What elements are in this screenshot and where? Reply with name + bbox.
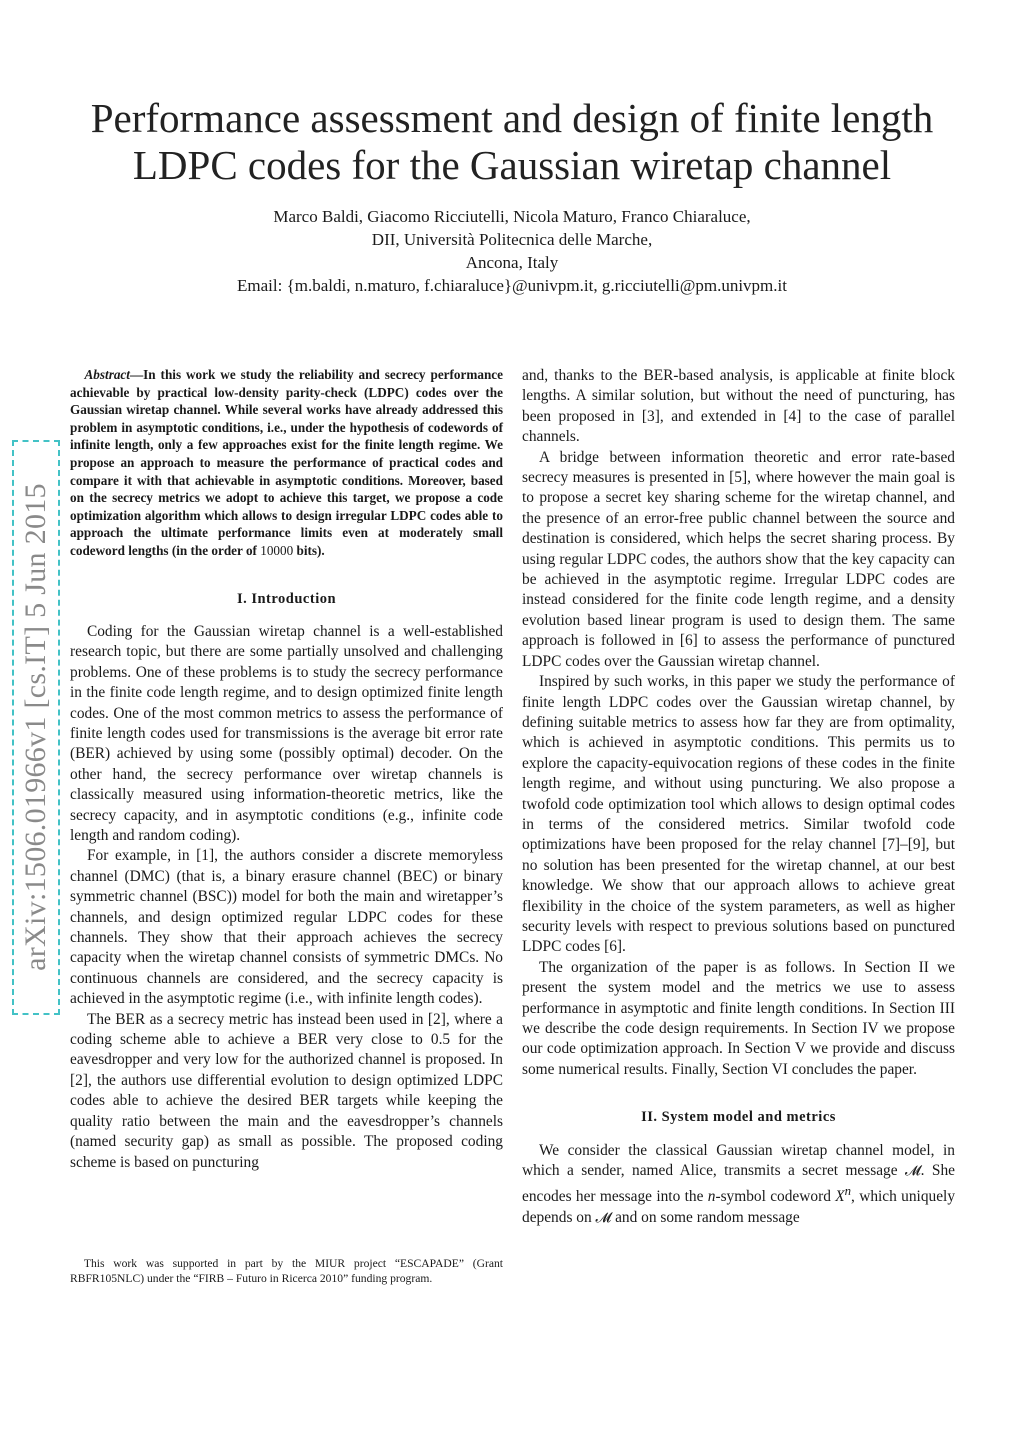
intro-paragraph-6: The organization of the paper is as follows. In Section II we present the system model and the metrics we use to assess performance in asymptotic and finite length conditions. In Section III we describe the code design requirements. In Section IV we propose our code optimization approach. In Section V we provide and discuss some numerical results. Finally, Section VI concludes the paper.: [522, 958, 955, 1078]
author-block: [40, 205, 984, 297]
abstract-dash: —: [129, 367, 144, 382]
section-heading-introduction: [70, 589, 503, 609]
intro-p3-before: The BER as a secrecy metric has instead been used in [2], where a coding scheme able to achieve a BER very close to: [70, 1010, 503, 1049]
left-column: [70, 366, 503, 1173]
symbol-n: n: [707, 1188, 716, 1206]
right-column: [522, 366, 955, 1228]
sm-text-b: . She encodes her message into the: [522, 1162, 955, 1206]
arxiv-stamp: arXiv:1506.01966v1 [cs.IT] 5 Jun 2015: [19, 483, 52, 971]
intro-paragraph-1: Coding for the Gaussian wiretap channel is a well-established research topic, but there are some partially unsolved and challenging problems. One of these problems is to study the secrecy performance in the finite code length regime, and to design optimized finite length codes. One of the most common metrics to assess the performance of finite length codes used for transmissions is the average bit error rate (BER) achieved by using some (possibly optimal) decoder. On the other hand, the secrecy performance over wiretap channels is classically measured using information-theoretic metrics, like the secrecy capacity, and in asymptotic conditions (e.g., infinite code length and random coding).: [70, 622, 503, 844]
author-email: Email: {m.baldi, n.maturo, f.chiaraluce}@univpm.it, g.ricciutelli@pm.univpm.it: [237, 276, 787, 295]
author-affiliation: DII, Università Politecnica delle Marche,: [371, 230, 653, 249]
section-heading-text: I. Introduction: [236, 590, 337, 607]
intro-paragraph-4: A bridge between information theoretic and error rate-based secrecy measures is presented in [5], where however the main goal is to propose a secret key sharing scheme for the wiretap channel, and the presence of an error-free public channel between the source and destination is considered, which helps the secret sharing process. By using regular LDPC codes, the authors show that the key capacity can be achieved in the asymptotic regime. Irregular LDPC codes are instead considered for the finite code length regime, and a density evolution based linear program is used to design them. The same approach is followed in [6] to assess the performance of punctured LDPC codes over the Gaussian wiretap channel.: [522, 448, 955, 670]
symbol-codeword-exponent: n: [844, 1184, 852, 1199]
abstract-text-after: bits).: [293, 542, 325, 558]
abstract: [70, 366, 503, 560]
symbol-message: 𝓜: [595, 1209, 612, 1226]
section-heading-text: II. System model and metrics: [641, 1109, 836, 1126]
sm-text-c: -symbol codeword: [715, 1188, 836, 1206]
paper-title: Performance assessment and design of finite length LDPC codes for the Gaussian wiretap channel: [90, 95, 934, 188]
author-names: Marco Baldi, Giacomo Ricciutelli, Nicola Maturo, Franco Chiaraluce,: [273, 207, 751, 226]
symbol-codeword: X: [835, 1188, 845, 1206]
abstract-label: Abstract: [84, 367, 130, 382]
system-model-paragraph-1: [522, 1141, 955, 1229]
ber-value: 0.5: [430, 1031, 451, 1049]
sm-text-a: We consider the classical Gaussian wiretap channel model, in which a sender, named Alice, transmits a secret message: [522, 1141, 955, 1180]
abstract-text-before: In this work we study the reliability and secrecy performance achievable by practical low-density parity-check (LDPC) codes over the Gaussian wiretap channel. While several works have already addressed this problem in asymptotic conditions, i.e., under the hypothesis of codewords of infinite length, only a few approaches exist for the finite length regime. We propose an approach to measure the performance of practical codes and compare it with that achievable in asymptotic conditions. Moreover, based on the secrecy metrics we adopt to achieve this target, we propose a code optimization algorithm which allows to design irregular LDPC codes able to approach the ultimate performance limits even at moderately small codeword lengths (in the order of: [70, 367, 503, 558]
sm-text-e: and on some random message: [611, 1208, 800, 1226]
sm-text-d: , which uniquely depends on: [522, 1188, 956, 1226]
symbol-message: 𝓜: [904, 1163, 921, 1180]
intro-paragraph-3: [70, 1010, 503, 1173]
author-location: Ancona, Italy: [465, 253, 559, 272]
intro-p3-after: for the eavesdropper and very low for the authorized channel is proposed. In [2], the authors use differential evolution to design optimized LDPC codes able to achieve the desired BER targets while keeping the quality ratio between the main and the eavesdropper’s channels (named security gap) as small as possible. The proposed coding scheme is based on puncturing: [70, 1031, 503, 1171]
abstract-number: 10000: [260, 542, 294, 558]
intro-paragraph-5: Inspired by such works, in this paper we study the performance of finite length LDPC codes over the Gaussian wiretap channel, by defining suitable metrics to assess how far they are from optimality, which is achieved in asymptotic conditions. This permits us to explore the capacity-equivocation regions of these codes in the finite length regime, and without using puncturing. We also propose a twofold code optimization tool which allows to design optimal codes in terms of the considered metrics. Similar twofold code optimizations have been proposed for the relay channel [7]–[9], but no solution has been presented for the wiretap channel, at our best knowledge. We show that our approach allows to achieve great flexibility in the choice of the system parameters, as well as higher security levels with respect to previous solutions based on punctured LDPC codes [6].: [522, 673, 955, 956]
section-heading-system-model: [522, 1107, 955, 1127]
intro-paragraph-3-continued: and, thanks to the BER-based analysis, is applicable at finite block lengths. A similar solution, but without the need of puncturing, has been proposed in [3], and extended in [4] to the case of parallel channels.: [522, 367, 955, 446]
funding-footnote: This work was supported in part by the MIUR project “ESCAPADE” (Grant RBFR105NLC) under the “FIRB – Futuro in Ricerca 2010” funding program.: [70, 1257, 503, 1285]
intro-paragraph-2: For example, in [1], the authors consider a discrete memoryless channel (DMC) (that is, a binary erasure channel (BEC) or binary symmetric channel (BSC)) model for both the main and wiretapper’s channels, and design optimized regular LDPC codes for these channels. They show that their approach achieves the secrecy capacity when the wiretap channel consists of symmetric DMCs. No continuous channels are considered, and the secrecy capacity is achieved in the asymptotic regime (i.e., with infinite length codes).: [70, 847, 503, 1008]
